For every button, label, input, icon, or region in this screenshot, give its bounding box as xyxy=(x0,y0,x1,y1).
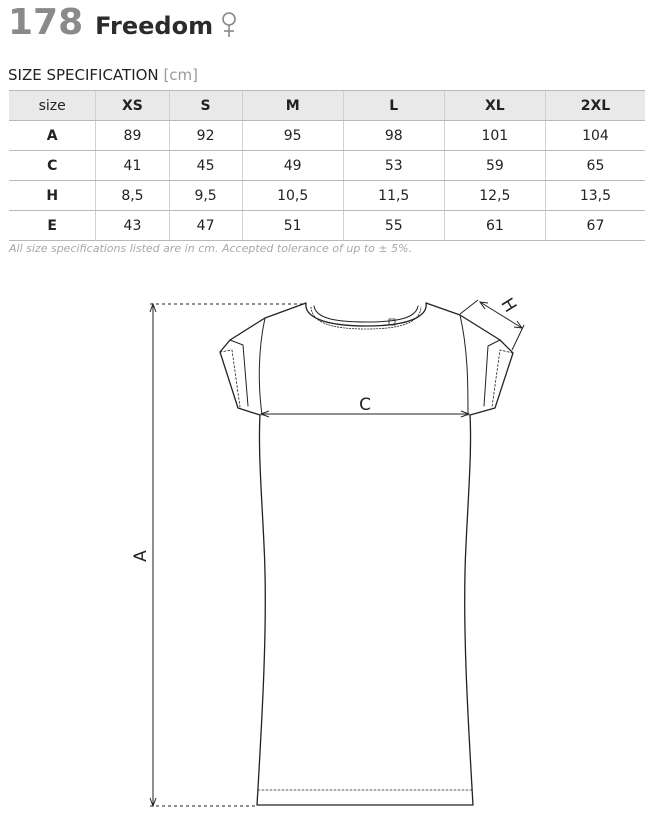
table-cell: 12,5 xyxy=(444,181,545,211)
dimension-a-label: A xyxy=(131,550,151,562)
table-cell: 51 xyxy=(242,211,343,241)
row-label: E xyxy=(9,211,96,241)
table-cell: 61 xyxy=(444,211,545,241)
table-cell: 11,5 xyxy=(343,181,444,211)
dimension-a xyxy=(150,304,306,806)
table-cell: 92 xyxy=(169,121,242,151)
row-label: C xyxy=(9,151,96,181)
table-cell: 55 xyxy=(343,211,444,241)
table-cell: 13,5 xyxy=(545,181,645,211)
row-label: A xyxy=(9,121,96,151)
table-cell: 101 xyxy=(444,121,545,151)
table-cell: 67 xyxy=(545,211,645,241)
dress-outline xyxy=(220,303,513,805)
column-header: S xyxy=(169,91,242,121)
model-number: 178 xyxy=(8,2,84,43)
table-cell: 95 xyxy=(242,121,343,151)
table-cell: 8,5 xyxy=(96,181,169,211)
column-header: M xyxy=(242,91,343,121)
column-header: size xyxy=(9,91,96,121)
size-spec-title-text: SIZE SPECIFICATION xyxy=(8,66,159,84)
column-header: L xyxy=(343,91,444,121)
size-spec-unit: [cm] xyxy=(163,66,199,84)
dimension-h-label: H xyxy=(496,294,521,317)
tolerance-note: All size specifications listed are in cm. Accepted tolerance of up to ± 5%. xyxy=(9,242,413,255)
table-cell: 49 xyxy=(242,151,343,181)
column-header: 2XL xyxy=(545,91,645,121)
table-cell: 53 xyxy=(343,151,444,181)
column-header: XS xyxy=(96,91,169,121)
table-cell: 47 xyxy=(169,211,242,241)
table-cell: 59 xyxy=(444,151,545,181)
table-cell: 9,5 xyxy=(169,181,242,211)
table-cell: 45 xyxy=(169,151,242,181)
table-cell: 43 xyxy=(96,211,169,241)
row-label: H xyxy=(9,181,96,211)
column-header: XL xyxy=(444,91,545,121)
table-cell: 65 xyxy=(545,151,645,181)
model-name: Freedom xyxy=(95,12,214,40)
table-cell: 10,5 xyxy=(242,181,343,211)
dimension-c-label: C xyxy=(359,395,371,415)
table-cell: 41 xyxy=(96,151,169,181)
neckline-rib xyxy=(314,306,418,322)
table-cell: 89 xyxy=(96,121,169,151)
table-cell: 98 xyxy=(343,121,444,151)
table-cell: 104 xyxy=(545,121,645,151)
